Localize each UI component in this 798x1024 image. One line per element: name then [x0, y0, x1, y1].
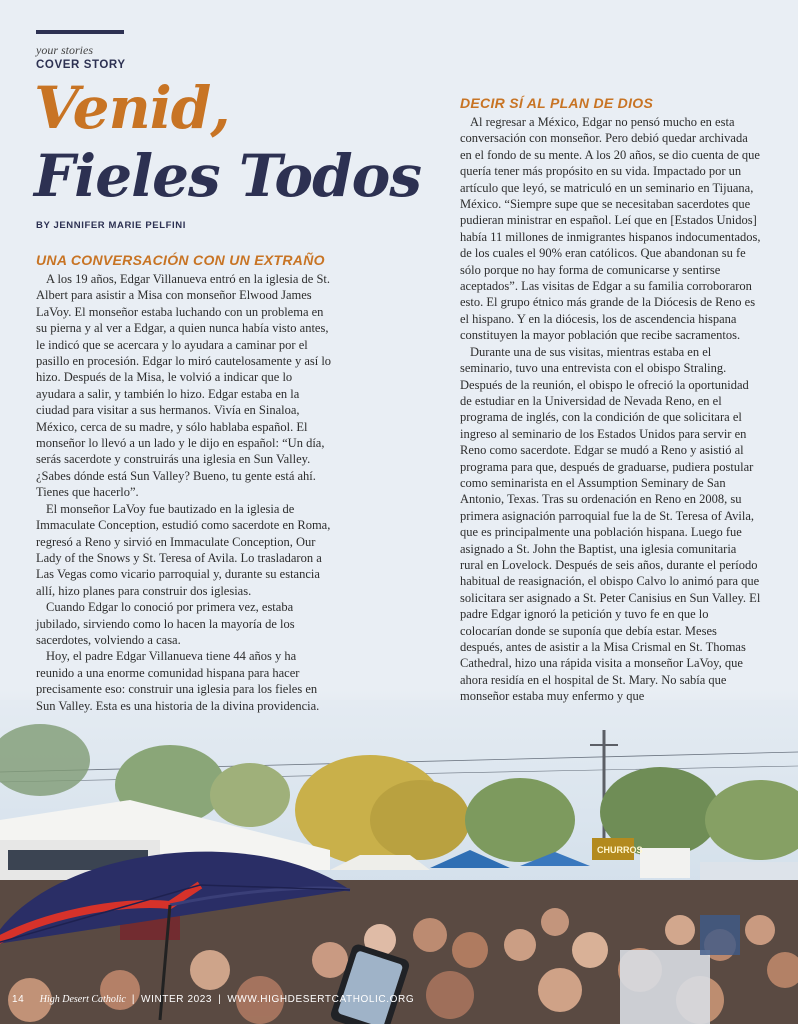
- paragraph: A los 19 años, Edgar Villanueva entró en la iglesia de St. Albert para asistir a Misa con monseñor Elwood James LaVoy. El monseñor estaba luchando con un problema en su pierna y al ver a Edgar, a quien nunca había visto antes, le indicó que se acercara y lo ayudara a caminar por el pasillo en procesión. Edgar lo miró cautelosamente y así lo hizo. Después de la Misa, le volvió a indicar que lo ayudara a salir, y también lo hizo. Edgar estaba en la ciudad para visitar a sus hermanos. Vivía en Sinaloa, México, cerca de su madre, y sólo hablaba español. El monseñor lo llevó a un lado y le dijo en español: “Un día, serás sacerdote y construirás una iglesia en Sun Valley. ¿Sabes dónde está Sun Valley? Bueno, tu gente está ahí. Tienes que hacerlo”.: [36, 272, 332, 500]
- subheading-conversation: UNA CONVERSACIÓN CON UN EXTRAÑO: [36, 252, 325, 268]
- left-column: [36, 252, 336, 714]
- section-kicker: your stories: [36, 43, 93, 57]
- churros-sign: CHURROS: [597, 845, 643, 855]
- paragraph: Cuando Edgar lo conoció por primera vez, estaba jubilado, sirviendo como lo hacen la mayoría de los sacerdotes, volviendo a casa.: [36, 600, 295, 647]
- issue-label: WINTER 2023: [141, 994, 213, 1005]
- section-label: COVER STORY: [36, 59, 126, 71]
- right-column: [460, 95, 760, 705]
- paragraph: Durante una de sus visitas, mientras estaba en el seminario, tuvo una entrevista con el obispo Straling. Después de la reunión, el obispo le ofreció la oportunidad de estudiar en la Universidad de Nevada Reno, en el programa de inglés, con la condición de que solicitara el ingreso al seminario de los Estados Unidos para servir en Reno como sacerdote. Edgar se mudó a Reno y asistió al programa para que, después de graduarse, pudiera postular como seminarista en el Assumption Seminary de San Antonio, Texas. Tras su ordenación en Reno en 2008, su primera asignación parroquial fue la de St. Teresa of Avila, que es principalmente una población hispana. Luego fue asignado a St. John the Baptist, una iglesia comunitaria rural en Lovelock. Después de seis años, durante el período habitual de reasignación, el obispo Calvo lo animó para que solicitara ser asignado a St. Peter Canisius en Sun Valley. El padre Edgar ignoró la petición y tuvo fe en que lo colocarían donde se suponía que debía estar. Meses después, antes de asistir a la Misa Crismal en St. Thomas Cathedral, hizo una rápida visita a monseñor LaVoy, que ahora residía en el hospital de St. Mary. No sabía que monseñor estaba muy enfermo y que: [460, 344, 761, 704]
- subheading-plan: DECIR SÍ AL PLAN DE DIOS: [460, 95, 654, 111]
- crowd-photo-illustration: [0, 700, 798, 1024]
- article-title-line2: Fieles Todos: [34, 142, 421, 210]
- website-link[interactable]: WWW.HIGHDESERTCATHOLIC.ORG: [227, 994, 415, 1005]
- paragraph: Hoy, el padre Edgar Villanueva tiene 44 años y ha reunido a una enorme comunidad hispana para hacer precisamente eso: construir una iglesia para los fieles en Sun Valley. Esta es una historia de la divina providencia.: [36, 649, 320, 713]
- paragraph: Al regresar a México, Edgar no pensó mucho en esta conversación con monseñor. Pero debió quedar archivada en el fondo de su mente. A los 20 años, se dio cuenta de que quería tener más propósito en su vida. Impactado por un artículo que leyó, se matriculó en un seminario en Tijuana, México. “Siempre supe que se necesitaban sacerdotes que pudieran ministrar en español. Leí que en [Estados Unidos] había 11 millones de inmigrantes hispanos indocumentados, de los cuales el 90% eran católicos. Que abandonan su fe sólo porque no hay forma de comunicarse y sentirse aceptados”. Las visitas de Edgar a su familia corroboraron esto. El grupo étnico más grande de la Diócesis de Reno es el hispano. Y en la diócesis, los de ascendencia hispana constituyen la mayor población que recibe sacramentos.: [460, 115, 761, 343]
- article-title-line1: Venid,: [34, 74, 230, 142]
- paragraph: El monseñor LaVoy fue bautizado en la iglesia de Immaculate Conception, estudió como sacerdote en Roma, regresó a Reno y sirvió en Immaculate Conception, Our Lady of the Snows y St. Teresa of Avila. Lo trasladaron a Las Vegas como vicario parroquial y, durante su estancia allí, hizo planes para construir dos iglesias.: [36, 501, 331, 598]
- crowd-photo: [0, 700, 798, 1024]
- publication-name: High Desert Catholic: [39, 994, 126, 1005]
- byline: BY JENNIFER MARIE PELFINI: [36, 220, 186, 231]
- page-number: 14: [12, 994, 25, 1005]
- header-rule: [36, 30, 124, 34]
- page-footer: 14 High Desert Catholic | WINTER 2023 | WWW.HIGHDESERTCATHOLIC.ORG: [12, 994, 415, 1005]
